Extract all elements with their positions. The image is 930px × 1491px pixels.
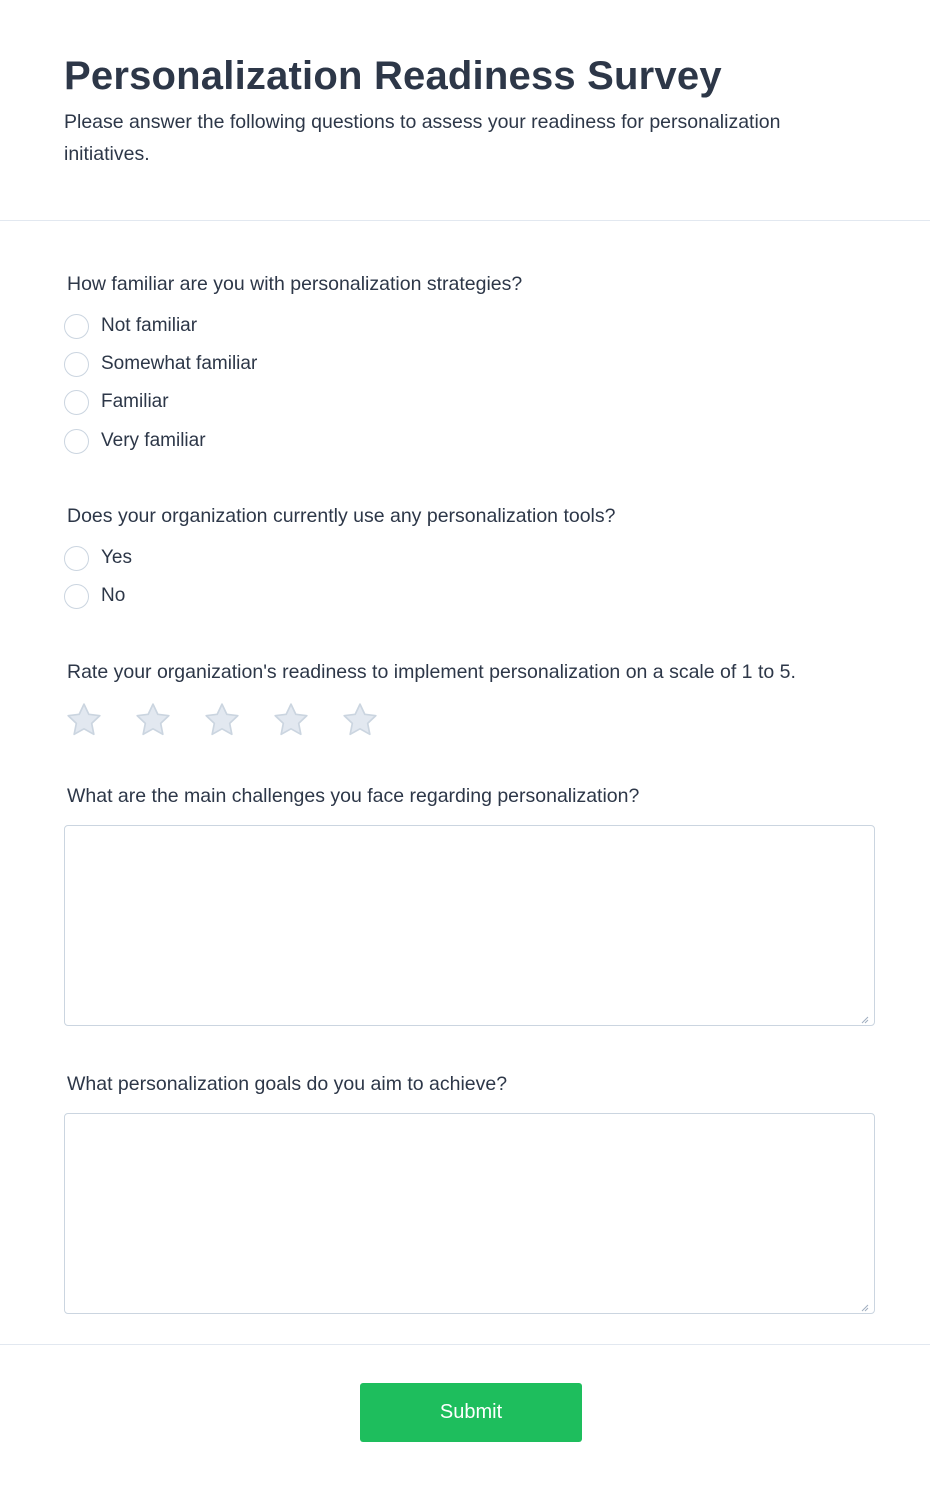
option-label: Familiar: [101, 391, 169, 412]
question-goals-label: What personalization goals do you aim to achieve?: [67, 1073, 508, 1095]
page-subtitle: Please answer the following questions to assess your readiness for personalization initiatives.: [64, 111, 781, 165]
option-yes[interactable]: [64, 545, 132, 571]
option-very-familiar[interactable]: [64, 428, 206, 454]
page-title: Personalization Readiness Survey: [64, 54, 722, 98]
question-challenges-label: What are the main challenges you face regarding personalization?: [67, 785, 640, 807]
question-readiness-label: Rate your organization's readiness to implement personalization on a scale of 1 to 5.: [67, 661, 796, 683]
radio-circle-icon[interactable]: [64, 314, 89, 339]
option-label: Very familiar: [101, 430, 206, 451]
radio-circle-icon[interactable]: [64, 546, 89, 571]
submit-button[interactable]: Submit: [360, 1383, 582, 1442]
radio-circle-icon[interactable]: [64, 584, 89, 609]
option-not-familiar[interactable]: [64, 313, 197, 339]
option-label: Not familiar: [101, 315, 198, 336]
star-icon[interactable]: [64, 700, 104, 740]
radio-circle-icon[interactable]: [64, 390, 89, 415]
footer-divider: [0, 1344, 930, 1345]
option-no[interactable]: [64, 583, 125, 609]
radio-circle-icon[interactable]: [64, 429, 89, 454]
challenges-textarea[interactable]: [64, 825, 875, 1026]
question-familiarity-label: How familiar are you with personalization strategies?: [67, 273, 523, 295]
option-label: No: [101, 585, 126, 606]
star-icon[interactable]: [202, 700, 242, 740]
option-somewhat-familiar[interactable]: [64, 351, 257, 377]
option-familiar[interactable]: [64, 389, 169, 415]
radio-circle-icon[interactable]: [64, 352, 89, 377]
option-label: Somewhat familiar: [101, 353, 258, 374]
resize-grip-icon[interactable]: [859, 1299, 869, 1309]
star-icon[interactable]: [340, 700, 380, 740]
survey-header: [0, 0, 930, 221]
goals-textarea[interactable]: [64, 1113, 875, 1314]
star-icon[interactable]: [271, 700, 311, 740]
star-icon[interactable]: [133, 700, 173, 740]
option-label: Yes: [101, 547, 132, 568]
question-tools-label: Does your organization currently use any personalization tools?: [67, 505, 616, 527]
resize-grip-icon[interactable]: [859, 1011, 869, 1021]
